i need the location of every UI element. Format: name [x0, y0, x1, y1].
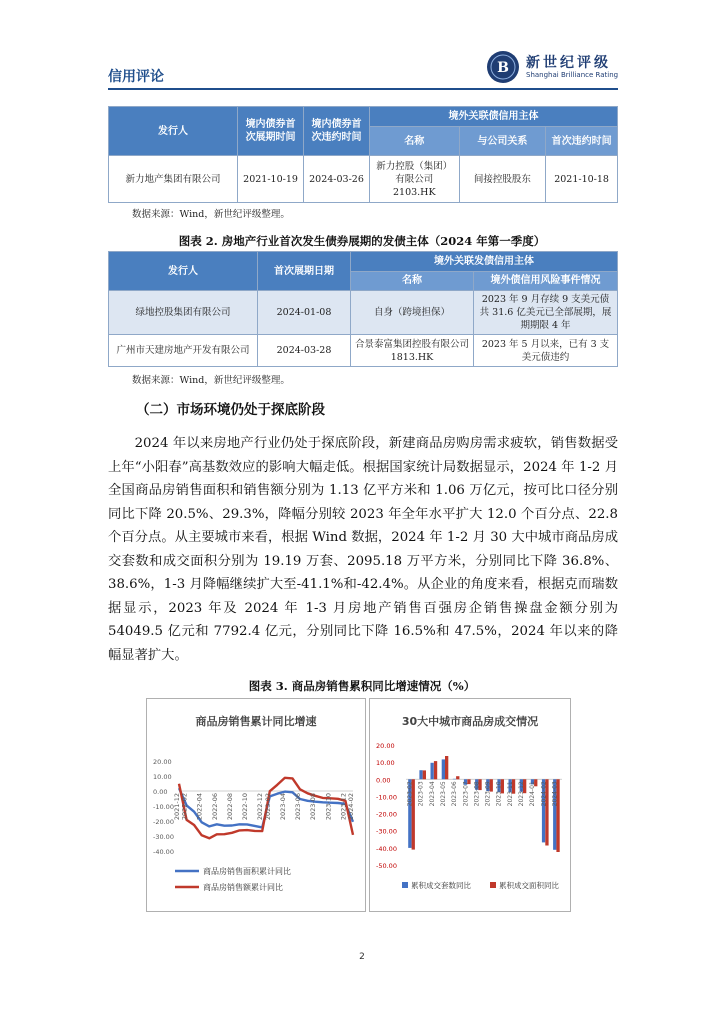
y-tick-label: 20.00 [376, 742, 395, 750]
table-row [109, 156, 618, 203]
y-tick-label: 0.00 [153, 788, 168, 796]
col-risk-event: 境外债信用风险事件情况 [474, 271, 618, 291]
legend-swatch-1 [402, 882, 408, 888]
x-tick-label: 2022-08 [225, 793, 234, 821]
bar-1 [431, 763, 434, 780]
bar-1 [419, 770, 422, 779]
cell-first-extension-date: 2024-01-08 [258, 291, 351, 335]
legend-label-2: 累积成交面积同比 [499, 881, 559, 890]
x-tick-label: 2023-10 [495, 781, 503, 807]
x-tick-label: 2024-02 [347, 793, 355, 821]
x-tick-label: 2021-12 [173, 793, 181, 821]
table1-source: 数据来源：Wind，新世纪评级整理。 [132, 209, 290, 220]
x-tick-label: 2023-03 [417, 781, 425, 807]
y-tick-label: -20.00 [153, 818, 174, 826]
legend-label-1: 累积成交套数同比 [411, 881, 471, 890]
logo-chinese-name: 新世纪评级 [526, 55, 611, 71]
y-tick-label: -50.00 [376, 862, 397, 870]
x-tick-label: 2023-11 [506, 781, 514, 807]
x-tick-label: 2022-06 [210, 793, 219, 821]
x-tick-label: 2023-09 [484, 781, 492, 807]
logo-english-name: Shanghai Brilliance Rating [526, 71, 619, 79]
x-tick-label: 2024-01 [529, 781, 537, 807]
bar-2 [423, 770, 426, 779]
chart2-title: 30大中城市商品房成交情况 [401, 715, 539, 728]
x-tick-label: 2022-12 [256, 793, 265, 821]
cell-risk-event: 2023 年 5 月以来，已有 3 支美元债违约 [474, 335, 618, 367]
cell-risk-event: 2023 年 9 月存续 9 支美元债共 31.6 亿美元已全部展期，展期期限 4 年 [474, 291, 618, 335]
bar-1 [442, 759, 445, 779]
y-tick-label: -40.00 [153, 848, 174, 856]
y-tick-label: 20.00 [153, 758, 172, 766]
cell-first-extension-date: 2024-03-28 [258, 335, 351, 367]
legend-label-1: 商品房销售面积累计同比 [203, 867, 291, 876]
x-tick-label: 2023-08 [473, 781, 481, 807]
cell-first-extension: 2021-10-19 [238, 156, 304, 203]
bond-extension-table-2 [108, 251, 618, 367]
col-offshore-group: 境外关联发债信用主体 [351, 252, 618, 272]
cell-name: 自身（跨境担保） [351, 291, 474, 335]
x-tick-label: 2023-02 [406, 781, 414, 807]
y-tick-label: -30.00 [153, 833, 174, 841]
y-tick-label: 10.00 [376, 759, 395, 768]
x-tick-label: 2023-06 [294, 793, 303, 821]
x-tick-label: 2023-06 [451, 781, 459, 807]
section-paragraph: 2024 年以来房地产行业仍处于探底阶段，新建商品房购房需求疲软，销售数据受上年“小阳春”高基数效应的影响大幅走低。根据国家统计局数据显示，2024 年 1-2 月全国商品房销售面积和销售额分别为 1.13 亿平方米和 1.06 万亿元，按可比口径分别同比下降 20.5%、29.3%，降幅分别较 2023 年全年水平扩大 12.0 个百分点、22.8 个百分点。从主要城市来看，根据 Wind 数据，2024 年 1-2 月 30 大中城市商品房成交套数和成交面积分别为 19.19 万套、2095.18 万平方米，分别同比下降 36.8%、38.6%，1-3 月降幅继续扩大至-41.1%和-42.4%。从企业的角度来看，根据克而瑞数据显示，2023 年及 2024 年 1-3 月房地产销售百强房企销售操盘金额分别为 54049.5 亿元和 7792.4 亿元，分别同比下降 16.5%和 47.5%，2024 年以来的降幅显著扩大。 [108, 436, 618, 663]
x-tick-label: 2023-04 [278, 793, 287, 821]
y-tick-label: -10.00 [153, 803, 174, 811]
brand-logo [486, 50, 619, 86]
x-tick-label: 2022-02 [180, 793, 189, 821]
col-issuer: 发行人 [109, 107, 238, 156]
header-divider [108, 88, 618, 90]
cell-name: 新力控股（集团）有限公司 2103.HK [369, 156, 459, 203]
cell-first-default: 2024-03-26 [304, 156, 370, 203]
x-tick-label: 2023-07 [462, 781, 470, 807]
x-tick-label: 2022-10 [241, 793, 250, 821]
cell-issuer: 绿地控股集团有限公司 [109, 291, 258, 335]
y-tick-label: -40.00 [376, 844, 397, 853]
table-row [109, 291, 618, 335]
cell-issuer: 新力地产集团有限公司 [109, 156, 238, 203]
bar-2 [445, 756, 448, 779]
bar-2 [456, 776, 459, 779]
figure3-caption: 图表 3. 商品房销售累积同比增速情况（%） [248, 679, 476, 693]
cell-relation: 间接控股股东 [459, 156, 546, 203]
col-first-extension: 境内债券首次展期时间 [238, 107, 304, 156]
table2-source: 数据来源：Wind，新世纪评级整理。 [132, 375, 290, 386]
chart1-title: 商品房销售累计同比增速 [195, 715, 317, 728]
y-tick-label: 0.00 [376, 776, 391, 785]
legend-label-2: 商品房销售额累计同比 [203, 883, 283, 892]
x-tick-label: 2023-12 [339, 793, 348, 821]
city-transactions-bar-chart [369, 698, 571, 912]
col-first-default: 境内债券首次违约时间 [304, 107, 370, 156]
col-offshore-first-default: 首次违约时间 [546, 127, 618, 156]
x-tick-label: 2023-08 [309, 793, 318, 821]
chart1-plot [147, 699, 365, 911]
col-name: 名称 [369, 127, 459, 156]
y-tick-label: 10.00 [153, 773, 172, 781]
col-name: 名称 [351, 271, 474, 291]
cell-issuer: 广州市天建房地产开发有限公司 [109, 335, 258, 367]
x-tick-label: 2023-05 [440, 781, 447, 807]
x-tick-label: 2023-12 [518, 781, 525, 807]
bond-extension-table-1 [108, 106, 618, 203]
x-tick-label: 2023-10 [324, 793, 333, 821]
svg-text:B: B [497, 60, 509, 76]
x-tick-label: 2022-04 [195, 793, 204, 821]
chart2-plot [370, 699, 570, 911]
logo-emblem-icon [486, 50, 520, 84]
x-tick-label: 2024-02 [540, 781, 548, 807]
y-tick-label: -10.00 [376, 793, 397, 802]
col-first-extension-date: 首次展期日期 [258, 252, 351, 291]
x-tick-label: 2023-04 [428, 781, 436, 807]
sales-growth-line-chart [146, 698, 366, 912]
x-tick-label: 2023-02 [263, 793, 272, 821]
legend-swatch-2 [490, 882, 496, 888]
section-heading: （二）市场环境仍处于探底阶段 [136, 402, 325, 418]
col-relation: 与公司关系 [459, 127, 546, 156]
header-section-title: 信用评论 [108, 69, 164, 85]
cell-offshore-first-default: 2021-10-18 [546, 156, 618, 203]
bar-2 [434, 761, 437, 779]
page-number: 2 [359, 952, 365, 962]
table-row [109, 335, 618, 367]
col-offshore-group: 境外关联债信用主体 [369, 107, 617, 127]
cell-name: 合景泰富集团控股有限公司 1813.HK [351, 335, 474, 367]
table2-caption: 图表 2. 房地产行业首次发生债券展期的发债主体（2024 年第一季度） [178, 234, 546, 248]
y-tick-label: -20.00 [376, 810, 397, 819]
x-tick-label: 2024-03 [551, 781, 559, 807]
col-issuer: 发行人 [109, 252, 258, 291]
y-tick-label: -30.00 [376, 827, 397, 836]
bar-1 [453, 779, 456, 780]
